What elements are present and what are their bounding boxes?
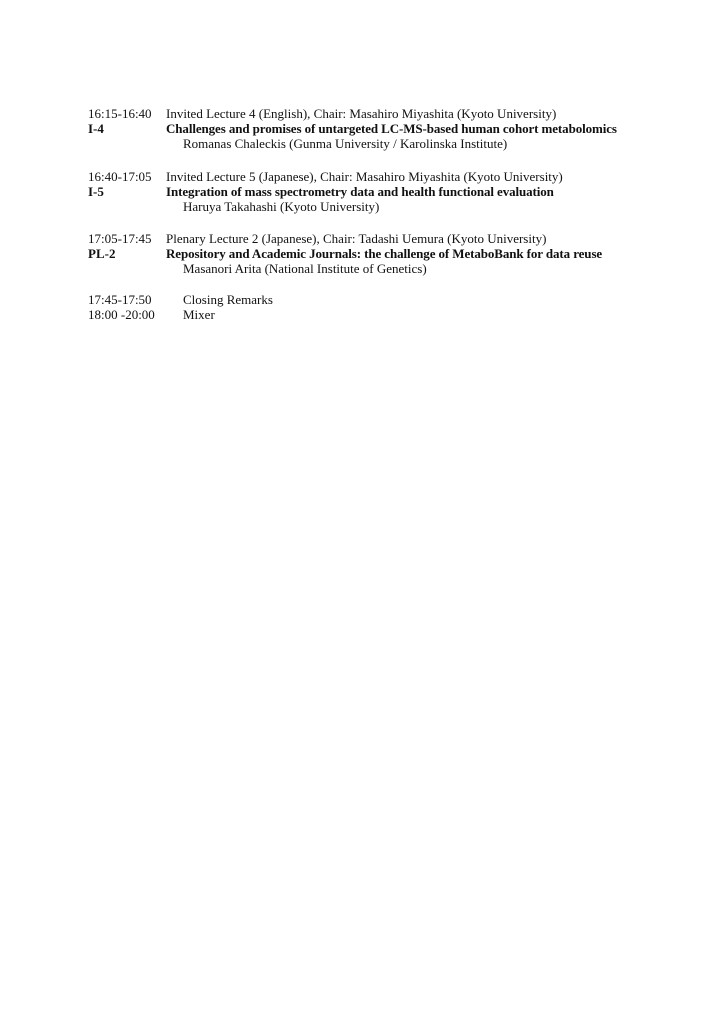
speaker: Haruya Takahashi (Kyoto University) bbox=[183, 199, 380, 214]
speaker: Romanas Chaleckis (Gunma University / Karolinska Institute) bbox=[183, 136, 508, 151]
session-time: 17:05-17:45 bbox=[88, 231, 152, 246]
lecture-title: Challenges and promises of untargeted LC-MS-based human cohort metabolomics bbox=[166, 121, 617, 136]
session-invited-lecture-5 bbox=[88, 169, 688, 214]
session-speaker-row bbox=[88, 199, 688, 214]
closing-label: Closing Remarks bbox=[183, 292, 273, 307]
session-header-row bbox=[88, 169, 688, 184]
session-title-row bbox=[88, 246, 688, 261]
session-title-row bbox=[88, 184, 688, 199]
session-code: PL-2 bbox=[88, 246, 116, 261]
session-header: Invited Lecture 4 (English), Chair: Masahiro Miyashita (Kyoto University) bbox=[166, 106, 557, 121]
session-time: 16:40-17:05 bbox=[88, 169, 152, 184]
session-code: I-5 bbox=[88, 184, 104, 199]
mixer-label: Mixer bbox=[183, 307, 215, 322]
session-header-row bbox=[88, 106, 688, 121]
session-time: 16:15-16:40 bbox=[88, 106, 152, 121]
closing-section bbox=[88, 292, 688, 322]
mixer-time: 18:00 -20:00 bbox=[88, 307, 155, 322]
session-plenary-lecture-2 bbox=[88, 231, 688, 276]
session-speaker-row bbox=[88, 261, 688, 276]
closing-row bbox=[88, 292, 688, 307]
closing-time: 17:45-17:50 bbox=[88, 292, 152, 307]
speaker: Masanori Arita (National Institute of Genetics) bbox=[183, 261, 427, 276]
session-invited-lecture-4 bbox=[88, 106, 688, 151]
lecture-title: Integration of mass spectrometry data and health functional evaluation bbox=[166, 184, 554, 199]
session-speaker-row bbox=[88, 136, 688, 151]
session-header: Plenary Lecture 2 (Japanese), Chair: Tadashi Uemura (Kyoto University) bbox=[166, 231, 547, 246]
session-header-row bbox=[88, 231, 688, 246]
lecture-title: Repository and Academic Journals: the challenge of MetaboBank for data reuse bbox=[166, 246, 603, 261]
mixer-row bbox=[88, 307, 688, 322]
session-title-row bbox=[88, 121, 688, 136]
session-header: Invited Lecture 5 (Japanese), Chair: Masahiro Miyashita (Kyoto University) bbox=[166, 169, 563, 184]
session-code: I-4 bbox=[88, 121, 104, 136]
